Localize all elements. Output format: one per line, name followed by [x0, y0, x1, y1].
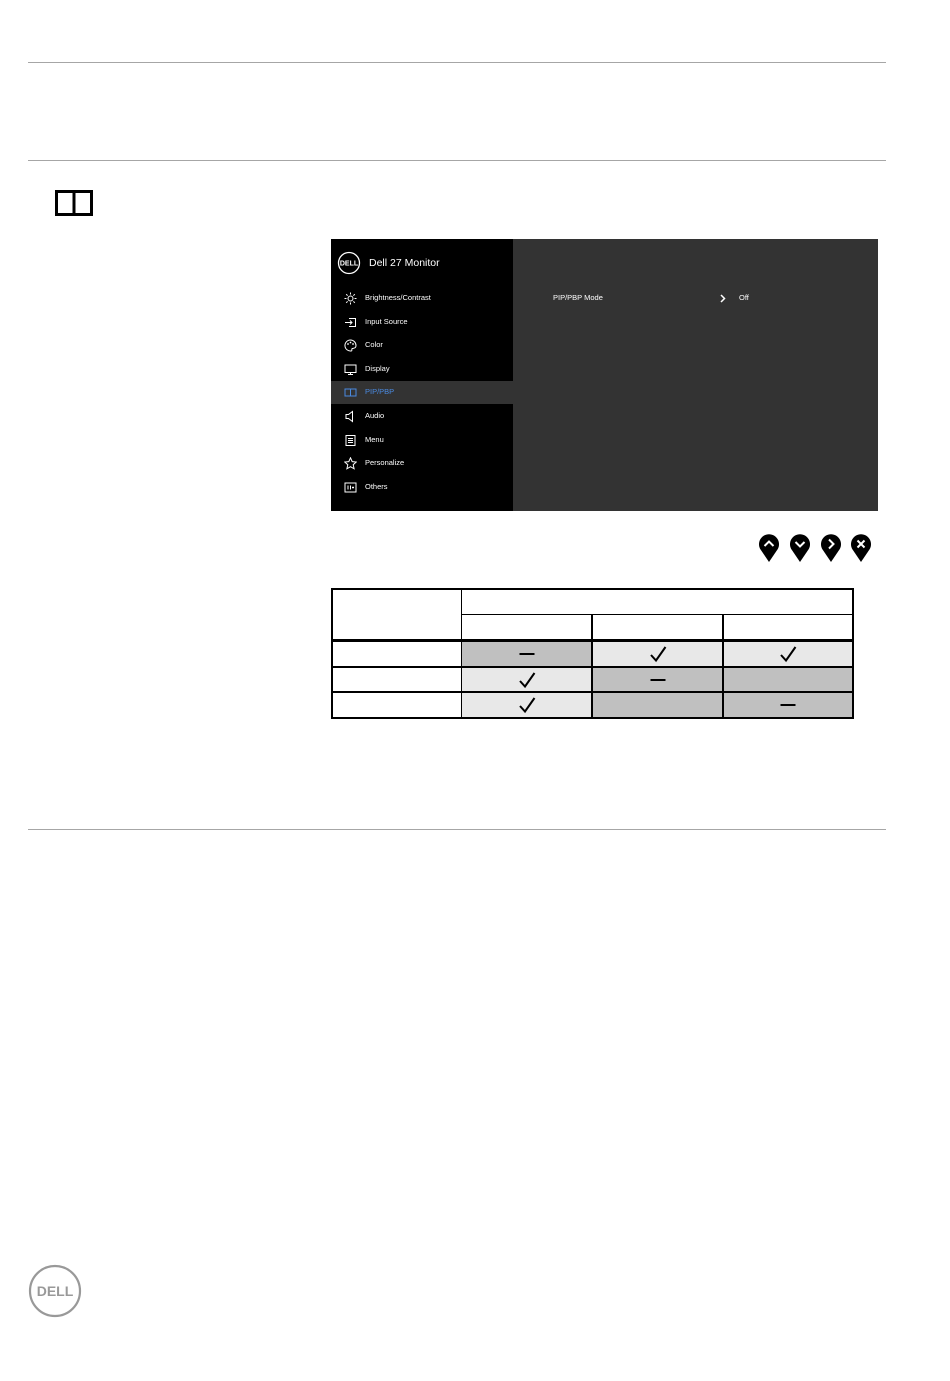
speaker-icon	[344, 410, 357, 423]
table-cell-tick	[723, 641, 854, 667]
up-button-icon[interactable]	[758, 533, 780, 563]
table-col-header	[461, 614, 592, 641]
svg-text:DELL: DELL	[339, 260, 359, 268]
table-cell-dash	[592, 667, 723, 692]
pip-pbp-icon	[344, 386, 357, 399]
menu-item-menu[interactable]	[331, 429, 513, 452]
pip-pbp-mode-label[interactable]: PIP/PBP Mode	[553, 293, 603, 302]
menu-item-input-source[interactable]	[331, 311, 513, 334]
osd-menu	[331, 239, 878, 511]
bottom-divider	[28, 829, 886, 830]
section-divider	[28, 160, 886, 161]
checkmark-icon	[779, 645, 797, 663]
top-divider	[28, 62, 886, 63]
menu-list-icon	[344, 434, 357, 447]
table-cell-empty	[723, 667, 854, 692]
brightness-icon	[344, 292, 357, 305]
menu-item-pip-pbp[interactable]	[331, 381, 513, 404]
table-cell-dash	[461, 641, 592, 667]
checkmark-icon	[518, 696, 536, 714]
menu-label: Input Source	[365, 317, 408, 326]
osd-header	[337, 251, 440, 275]
input-source-icon	[344, 316, 357, 329]
down-button-icon[interactable]	[789, 533, 811, 563]
table-cell-tick	[461, 667, 592, 692]
osd-sidebar	[331, 239, 513, 511]
chevron-right-icon	[720, 294, 726, 303]
pip-pbp-mode-value: Off	[739, 293, 749, 302]
menu-label: Brightness/Contrast	[365, 293, 431, 302]
dash-icon	[781, 704, 796, 706]
table-cell-tick	[461, 692, 592, 719]
checkmark-icon	[518, 671, 536, 689]
dell-logo	[28, 1264, 82, 1318]
menu-item-display[interactable]	[331, 358, 513, 381]
pip-compat-table	[331, 588, 854, 719]
menu-item-audio[interactable]	[331, 405, 513, 428]
table-col-header	[592, 614, 723, 641]
others-icon	[344, 481, 357, 494]
table-header-span	[461, 588, 854, 615]
display-monitor-icon	[344, 363, 357, 376]
close-button-icon[interactable]	[850, 533, 872, 563]
menu-label: Display	[365, 364, 390, 373]
table-cell-empty	[592, 692, 723, 719]
menu-item-personalize[interactable]	[331, 452, 513, 475]
menu-label: Personalize	[365, 458, 405, 467]
table-row-label-cell	[331, 641, 462, 667]
menu-item-brightness-contrast[interactable]	[331, 287, 513, 310]
svg-text:DELL: DELL	[36, 1283, 74, 1299]
table-cell-dash	[723, 692, 854, 719]
star-icon	[344, 457, 357, 470]
dash-icon	[650, 679, 665, 681]
table-row-label-cell	[331, 692, 462, 719]
osd-title: Dell 27 Monitor	[369, 257, 440, 269]
dash-icon	[519, 653, 534, 655]
right-button-icon[interactable]	[820, 533, 842, 563]
table-col-header	[723, 614, 854, 641]
pip-pbp-section-icon	[55, 190, 93, 216]
menu-label: Color	[365, 340, 383, 349]
menu-label: Others	[365, 482, 388, 491]
table-cell-tick	[592, 641, 723, 667]
table-corner-cell	[331, 588, 462, 641]
menu-label: PIP/PBP	[365, 387, 395, 396]
menu-item-color[interactable]	[331, 334, 513, 357]
color-palette-icon	[344, 339, 357, 352]
dell-logo-icon	[337, 251, 361, 275]
menu-label: Audio	[365, 411, 385, 420]
menu-item-others[interactable]	[331, 476, 513, 499]
menu-label: Menu	[365, 435, 384, 444]
checkmark-icon	[649, 645, 667, 663]
table-row-label-cell	[331, 667, 462, 692]
